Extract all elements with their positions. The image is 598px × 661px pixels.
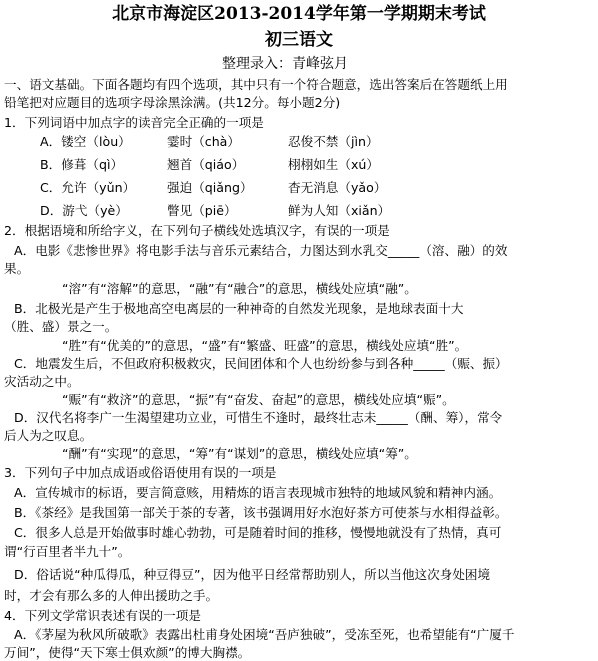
q3-d-line1: D．俗话说“种瓜得瓜，种豆得豆”，因为他平日经常帮助别人，所以当他这次身处困境	[14, 567, 491, 582]
q1-b-col1: B．修葺（qì）	[40, 157, 124, 172]
q1-c-col1: C．允许（yǔn）	[40, 180, 136, 195]
q2-d-line1: D．汉代名将李广一生渴望建功立业，可惜生不逢时，最终壮志未_____（酬、筹），常令	[14, 410, 503, 425]
q2-c-line1: C．地震发生后，不但政府积极救灾，民间团体和个人也纷纷参与到各种_____（赈、振）	[14, 356, 508, 371]
q4-a-line1: A．《茅屋为秋风所破歌》表露出杜甫身处困境“吾庐独破”，受冻至死，也希望能有“广厦千	[14, 627, 515, 642]
document-title: 北京市海淀区2013-2014学年第一学期期末考试	[112, 4, 486, 24]
q2-a-explain: “溶”有“溶解”的意思，“融”有“融合”的意思，横线处应填“融”。	[62, 281, 417, 296]
q3-stem: 3．下列句子中加点成语或俗语使用有误的一项是	[4, 465, 277, 480]
document-subtitle: 初三语文	[265, 30, 333, 50]
q2-a-line1: A．电影《悲惨世界》将电影手法与音乐元素结合，力图达到水乳交_____（溶、融）的效	[14, 243, 508, 258]
q2-stem: 2．根据语境和所给字义，在下列句子横线处选填汉字，有误的一项是	[4, 223, 390, 238]
q1-d-col3: 鲜为人知（xiǎn）	[288, 203, 391, 218]
q2-b-line1: B．北极光是产生于极地高空电离层的一种神奇的自然发光现象，是地球表面十大	[14, 301, 464, 316]
q3-d-line2: 时，才会有那么多的人伸出援助之手。	[4, 588, 219, 603]
q4-a-line2: 万间”，使得“天下寒士俱欢颜”的博大胸襟。	[4, 645, 251, 660]
compiler-credit: 整理录入：青峰弦月	[222, 56, 348, 72]
section1-intro-line2: 铅笔把对应题目的选项字母涂黑涂满。(共12分。每小题2分)	[4, 95, 341, 110]
q1-d-col1: D．游弋（yè）	[40, 203, 128, 218]
q1-a-col2: 霎时（chà）	[167, 134, 240, 149]
q2-c-explain: “赈”有“救济”的意思，“振”有“奋发、奋起”的意思，横线处应填“赈”。	[62, 392, 455, 407]
q2-c-line2: 灾活动之中。	[4, 374, 80, 389]
q1-d-col2: 瞥见（piē）	[167, 203, 237, 218]
q2-b-explain: “胜”有“优美的”的意思，“盛”有“繁盛、旺盛”的意思，横线处应填“胜”。	[62, 338, 468, 353]
section1-intro-line1: 一、语文基础。下面各题均有四个选项，其中只有一个符合题意，选出答案后在答题纸上用	[4, 77, 508, 92]
q4-stem: 4．下列文学常识表述有误的一项是	[4, 608, 201, 623]
q1-a-col3: 忍俊不禁（jìn）	[288, 134, 379, 149]
q1-c-col3: 杳无消息（yǎo）	[288, 180, 387, 195]
q2-b-line2: （胜、盛）景之一。	[4, 319, 118, 334]
q1-a-col1: A．镂空（lòu）	[40, 134, 131, 149]
q3-b: B．《茶经》是我国第一部关于茶的专著，该书强调用好水泡好茶方可使茶与水相得益彰。	[14, 505, 508, 520]
q2-d-explain: “酬”有“实现”的意思，“筹”有“谋划”的意思，横线处应填“筹”。	[62, 446, 417, 461]
q1-stem: 1．下列词语中加点字的读音完全正确的一项是	[4, 115, 264, 130]
q1-b-col2: 翘首（qiáo）	[167, 157, 245, 172]
q1-c-col2: 强迫（qiǎng）	[167, 180, 253, 195]
q2-a-line2: 果。	[4, 261, 30, 276]
q3-c-line2: 谓“行百里者半九十”。	[4, 544, 131, 559]
q1-b-col3: 栩栩如生（xú）	[288, 157, 379, 172]
q2-d-line2: 后人为之叹息。	[4, 428, 93, 443]
q3-c-line1: C．很多人总是开始做事时雄心勃勃，可是随着时间的推移，慢慢地就没有了热情，真可	[14, 525, 502, 540]
q3-a: A．宣传城市的标语，要言简意赅，用精炼的语言表现城市独特的地域风貌和精神内涵。	[14, 485, 502, 500]
